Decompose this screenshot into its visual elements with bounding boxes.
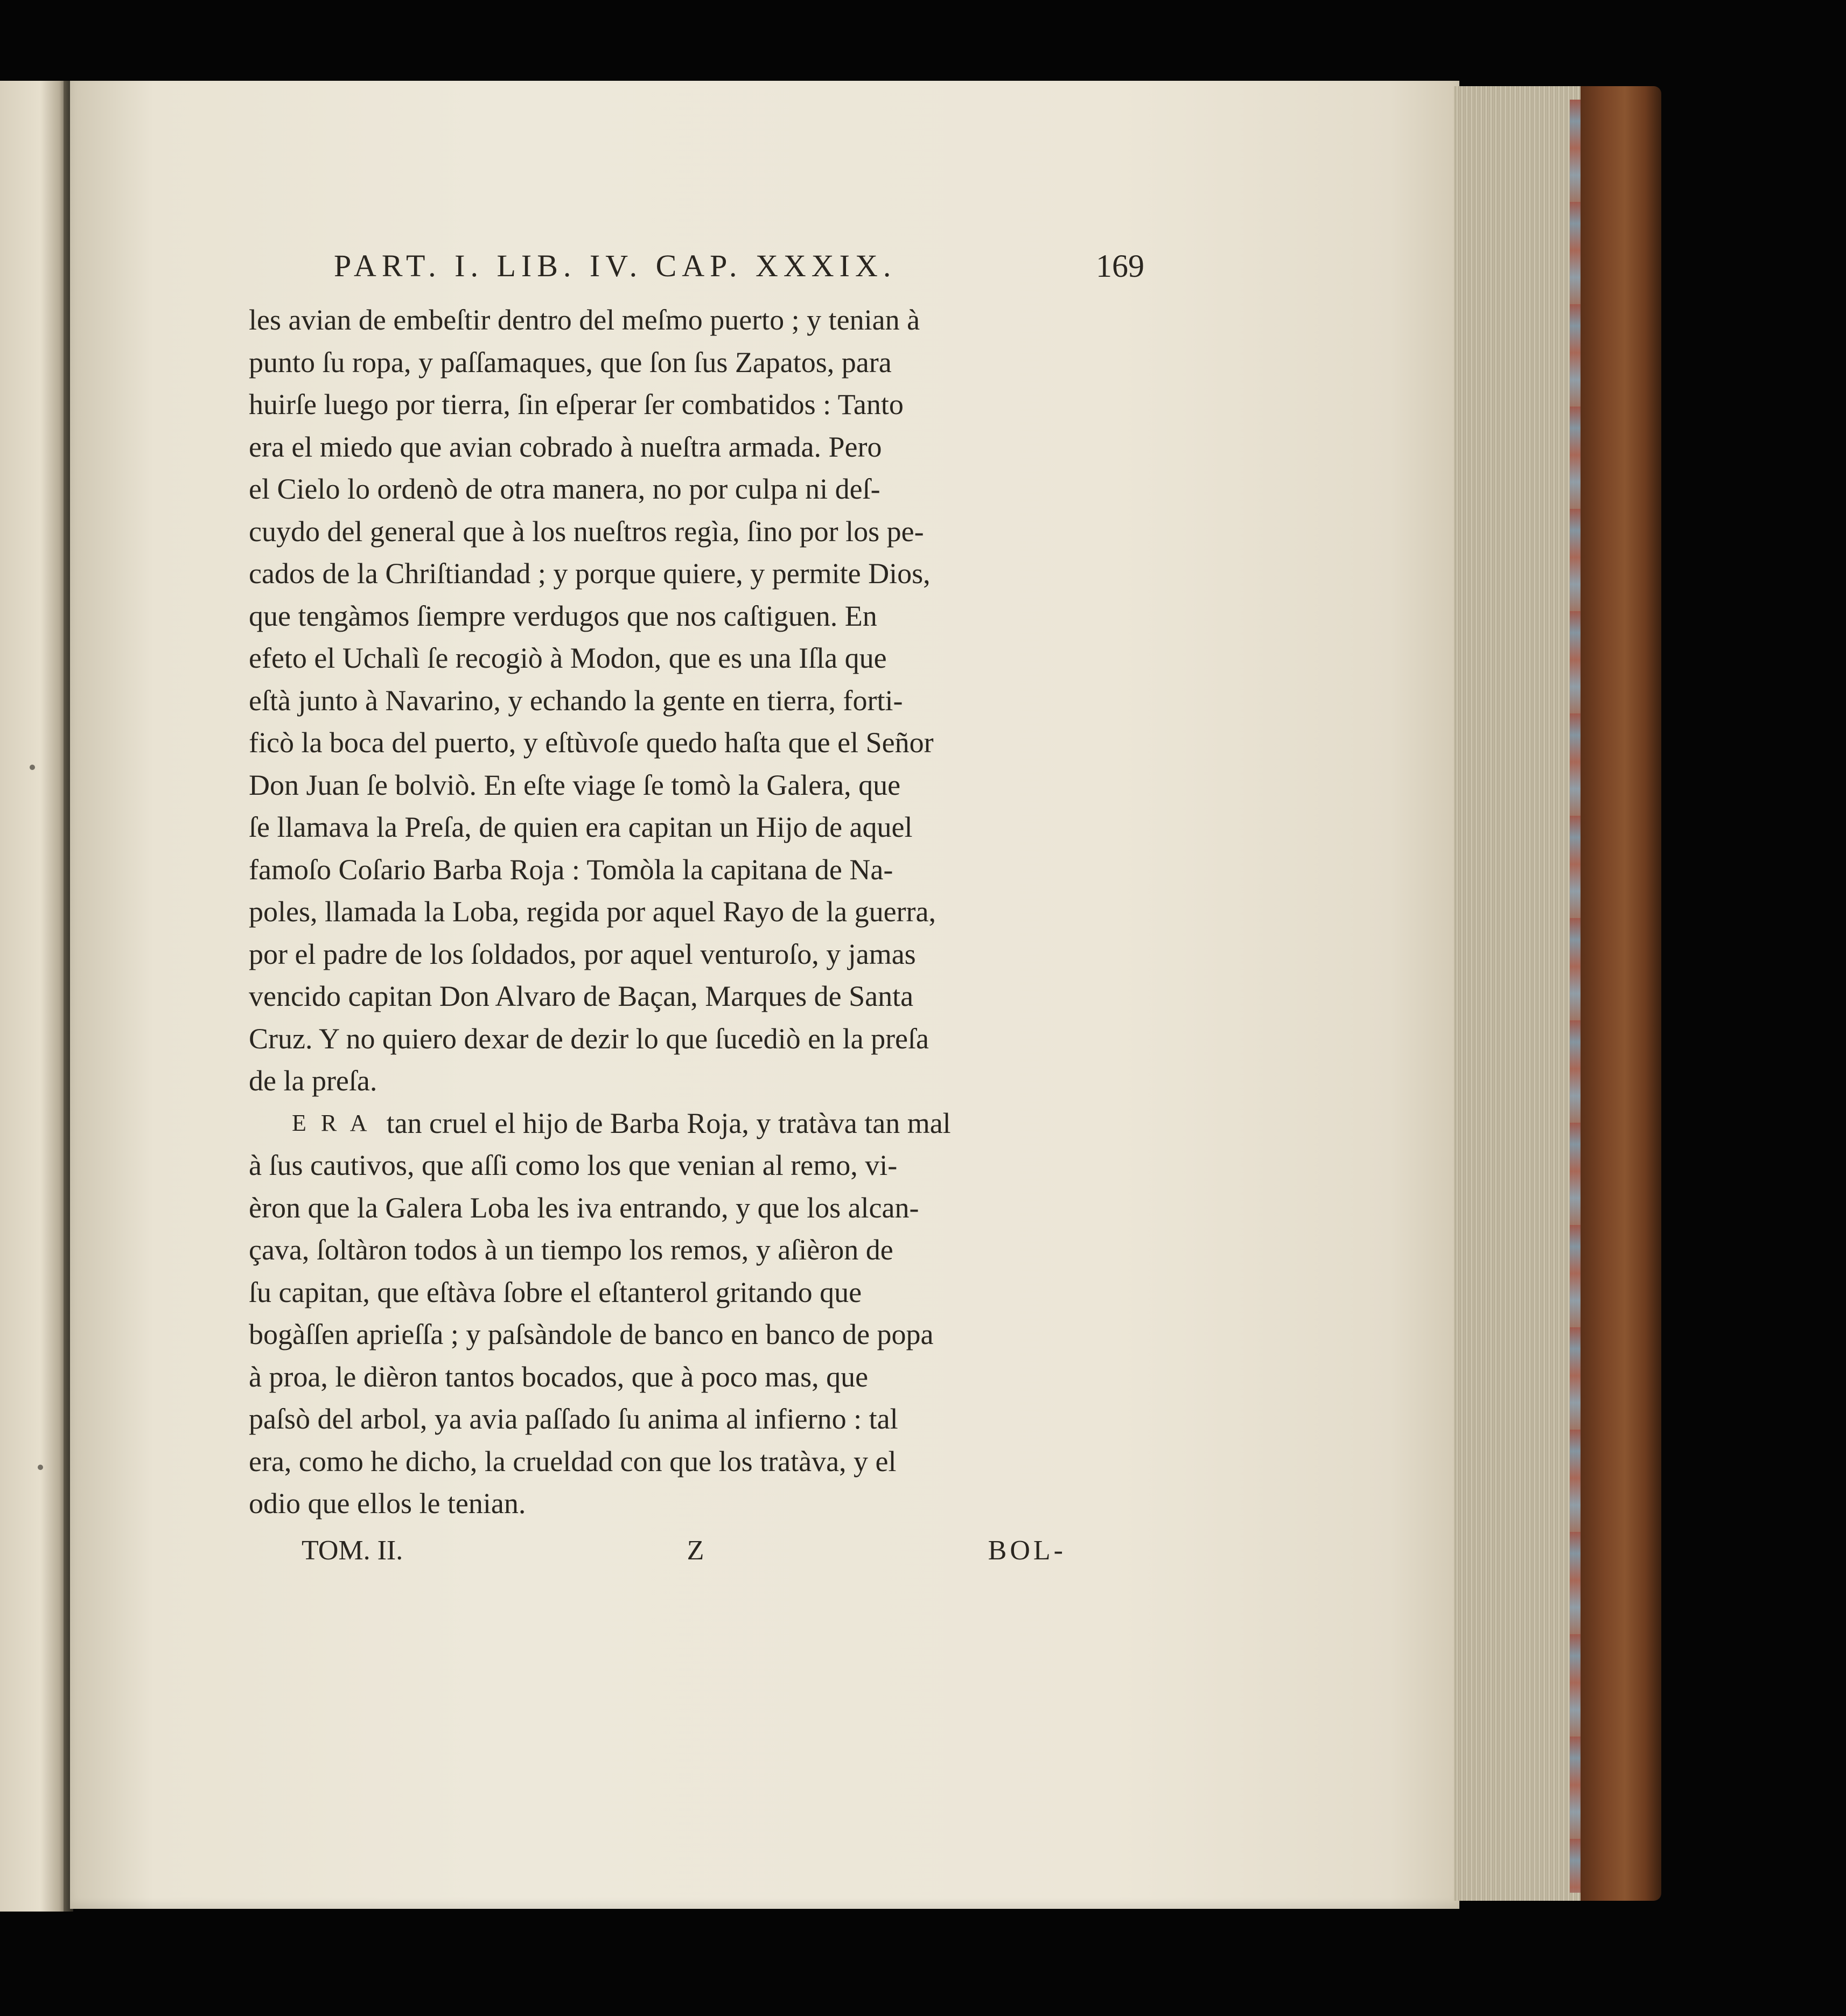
text-line: huirſe luego por tierra, ſin eſperar ſer combatidos : Tanto [249,388,904,421]
signature-mark: Z [687,1535,704,1566]
leather-cover [1581,86,1661,1901]
text-line: efeto el Uchalì ſe recogiò à Modon, que es una Iſla que [249,642,887,674]
text-line: punto ſu ropa, y paſſamaques, que ſon ſus Zapatos, para [249,346,892,379]
text-line: cuydo del general que à los nueſtros regìa, ſino por los pe- [249,515,924,548]
text-line: paſsò del arbol, ya avia paſſado ſu anima al infierno : tal [249,1403,898,1435]
text-line: el Cielo lo ordenò de otra manera, no por culpa ni deſ- [249,473,880,505]
initial-small-caps: E R A [292,1109,372,1136]
volume-signature: TOM. II. [302,1535,403,1566]
text-line: çava, ſoltàron todos à un tiempo los remos, y aſièron de [249,1234,893,1266]
text-line: les avian de embeſtir dentro del meſmo puerto ; y tenian à [249,304,920,336]
text-line: famoſo Coſario Barba Roja : Tomòla la capitana de Na- [249,853,893,886]
catchword: BOL- [988,1535,1066,1566]
page-number: 169 [1096,248,1144,284]
ink-speck [30,765,35,770]
text-line: Cruz. Y no quiero dexar de dezir lo que ſucediò en la preſa [249,1022,929,1055]
text-line: vencido capitan Don Alvaro de Baçan, Marques de Santa [249,980,914,1012]
catchline [302,1535,1066,1566]
page-block-edges [1454,86,1583,1901]
text-line: cados de la Chriſtiandad ; y porque quiere, y permite Dios, [249,557,931,590]
opening-line-text: tan cruel el hijo de Barba Roja, y tratàva tan mal [386,1107,951,1139]
body-text [249,299,1067,1525]
text-line: ficò la boca del puerto, y eſtùvoſe quedo haſta que el Señor [249,726,934,759]
verso-page-edge [0,81,67,1912]
text-line: era el miedo que avian cobrado à nueſtra armada. Pero [249,430,882,463]
text-line: por el padre de los ſoldados, por aquel venturoſo, y jamas [249,937,916,970]
text-line: Don Juan ſe bolviò. En eſte viage ſe tomò la Galera, que [249,768,901,801]
paragraph-opening-line [249,1102,1067,1145]
text-line: poles, llamada la Loba, regida por aquel Rayo de la guerra, [249,895,936,928]
paragraph-end-line: de la preſa. [249,1065,377,1097]
text-line: era, como he dicho, la crueldad con que los tratàva, y el [249,1445,897,1478]
text-line: ſu capitan, que eſtàva ſobre el eſtanterol gritando que [249,1276,862,1308]
text-line: à proa, le dièron tantos bocados, que à poco mas, que [249,1360,869,1393]
text-line: à ſus cautivos, que aſſi como los que venian al remo, vi- [249,1149,898,1181]
text-line: ſe llamava la Preſa, de quien era capitan un Hijo de aquel [249,811,913,843]
paragraph-end-line: odio que ellos le tenian. [249,1487,526,1520]
text-line: bogàſſen aprieſſa ; y paſsàndole de banco en banco de popa [249,1318,934,1350]
running-head: PART. I. LIB. IV. CAP. XXXIX. [334,248,897,283]
text-line: eſtà junto à Navarino, y echando la gente en tierra, forti- [249,684,903,717]
text-line: que tengàmos ſiempre verdugos que nos caſtiguen. En [249,599,877,632]
text-line: èron que la Galera Loba les iva entrando, y que los alcan- [249,1191,919,1224]
ink-speck [38,1465,43,1470]
